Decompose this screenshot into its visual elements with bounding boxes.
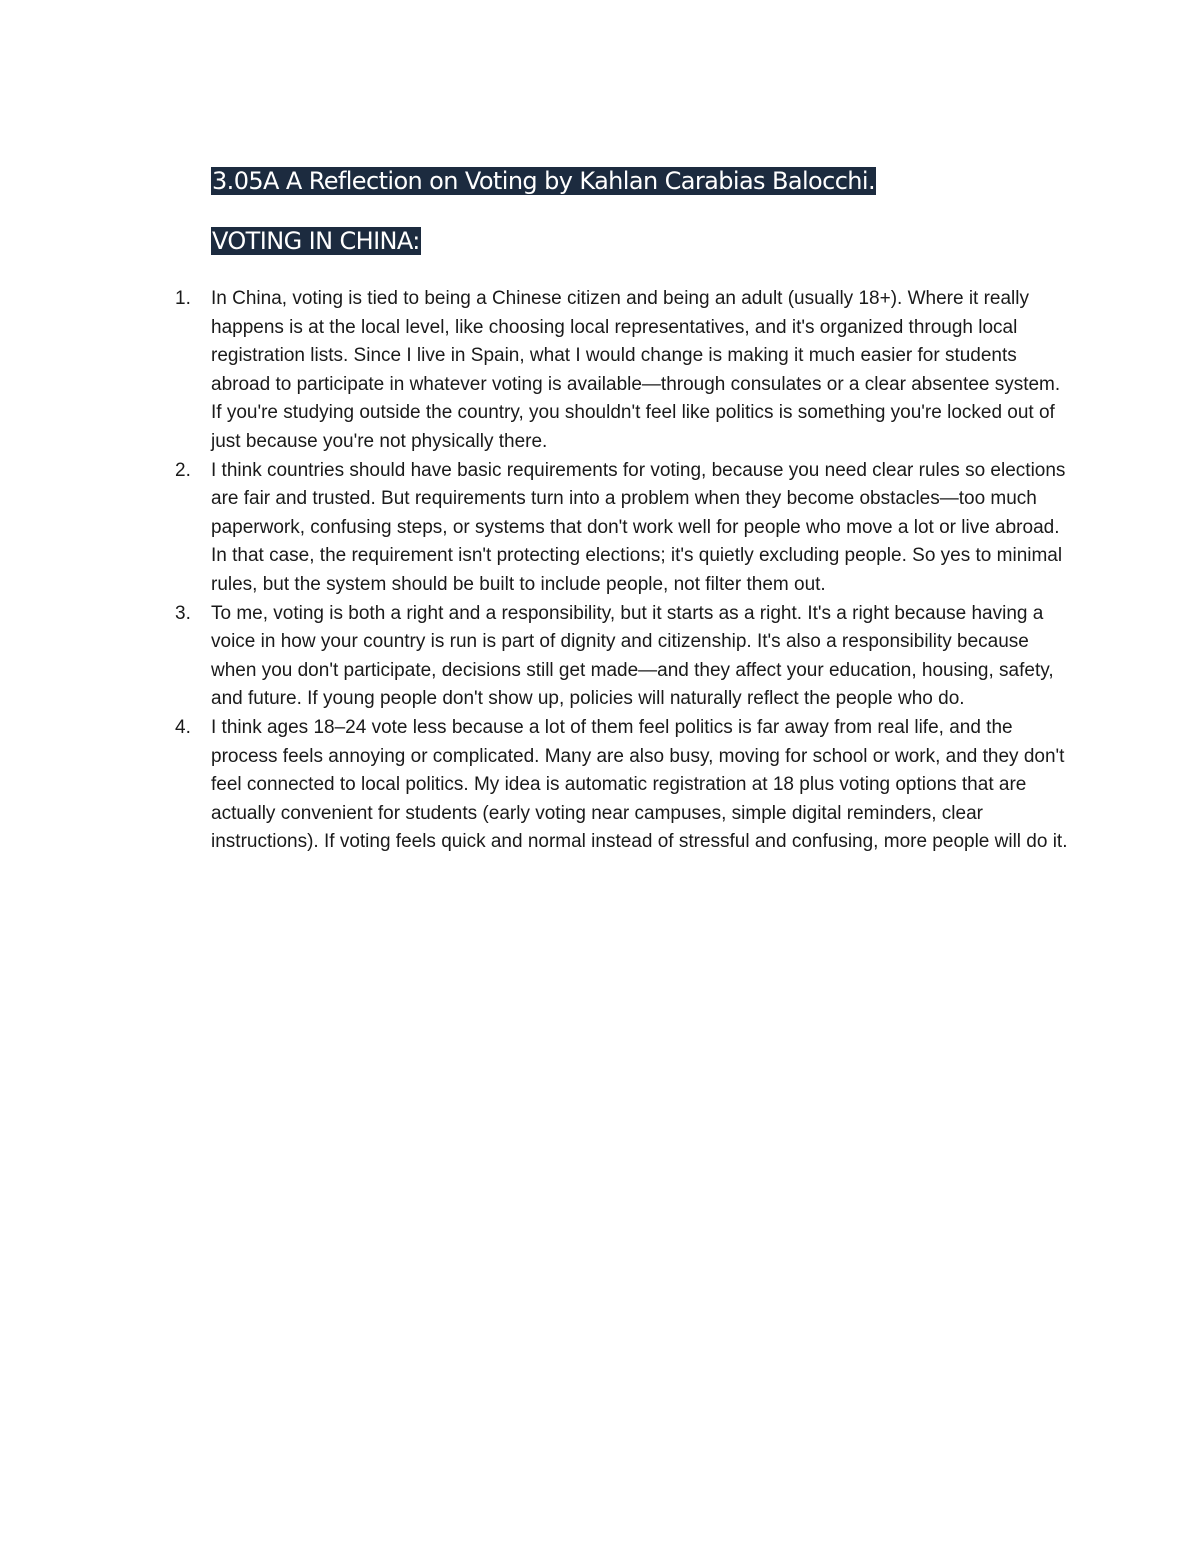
list-item-number: 3. — [175, 602, 191, 624]
section-heading — [211, 225, 421, 257]
list-item-text: I think ages 18–24 vote less because a lot of them feel politics is far away from real life, and the process feels annoying or complicated. Many are also busy, moving for school or work, and they don't feel connected to local politics. My idea is automatic registration at 18 plus voting options that are actually convenient for students (early voting near campuses, simple digital reminders, clear instructions). If voting feels quick and normal instead of stressful and confusing, more people will do it. — [211, 716, 1068, 853]
list-item — [175, 714, 1071, 857]
section-heading-text: VOTING IN CHINA: — [212, 227, 420, 255]
answers-list — [175, 285, 1071, 857]
list-item-number: 1. — [175, 288, 191, 309]
list-item-number: 4. — [175, 716, 191, 738]
document-title — [211, 165, 876, 197]
list-item — [175, 600, 1071, 714]
list-item-text: To me, voting is both a right and a responsibility, but it starts as a right. It's a right because having a voice in how your country is run is part of dignity and citizenship. It's also a responsibility because when you don't participate, decisions still get made—and they affect your education, housing, safety, and future. If young people don't show up, policies will naturally reflect the people who do. — [211, 602, 1054, 710]
list-item — [175, 285, 1071, 457]
list-item-text: In China, voting is tied to being a Chinese citizen and being an adult (usually 18+). Where it really happens is at the local level, like choosing local representatives, and it's organized through local registration lists. Since I live in Spain, what I would change is making it much easier for students abroad to participate in whatever voting is available—through consulates or a clear absentee system. If you're studying outside the country, you shouldn't feel like politics is something you're locked out of just because you're not physically there. — [211, 288, 1061, 452]
list-item-text: I think countries should have basic requirements for voting, because you need clear rules so elections are fair and trusted. But requirements turn into a problem when they become obstacles—too much paperwork, confusing steps, or systems that don't work well for people who move a lot or live abroad. In that case, the requirement isn't protecting elections; it's quietly excluding people. So yes to minimal rules, but the system should be built to include people, not filter them out. — [211, 459, 1066, 595]
document-title-text: 3.05A A Reflection on Voting by Kahlan Carabias Balocchi. — [212, 167, 876, 195]
list-item — [175, 457, 1071, 600]
list-item-number: 2. — [175, 459, 191, 481]
